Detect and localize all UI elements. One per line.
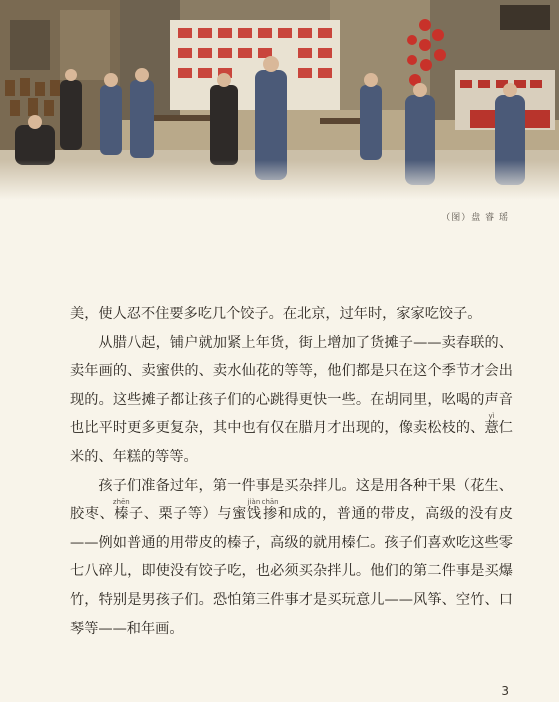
paragraph-1: 美，使人忍不住要多吃几个饺子。在北京，过年时，家家吃饺子。	[70, 306, 482, 322]
paragraph-3-part-c: 和成的，普通的带皮，高级的没有皮——例如普通的用带皮的榛子，高级的就用榛仁。孩子们喜欢吃这些零七八碎儿，即使没有饺子吃，也必须买杂拌儿。他们的第二件事是买爆竹，特别是男孩子们。恐怕第三件事才是买玩意儿——风筝、空竹、口琴等——和年画。	[70, 506, 513, 637]
pinyin-zhen: 榛zhēn	[112, 498, 130, 523]
pinyin-yi: 薏yì	[484, 412, 499, 437]
paragraph-2-text: 从腊八起，铺户就加紧上年货，街上增加了货摊子——卖春联的、卖年画的、卖蜜供的、卖水仙花的等等，他们都是只在这个季节才会出现的。这些摊子都让孩子们的心跳得更快一些。在胡同里，吆喝的声音也比平时更多更复杂，其中也有仅在腊月才出现的，像卖松枝的、	[70, 334, 513, 437]
image-caption: （图）盘 睿 瑶	[441, 213, 509, 223]
paragraph-2	[70, 329, 513, 472]
body-text	[70, 300, 513, 643]
paragraph-3-part-b: 子、栗子等）与蜜	[128, 506, 247, 523]
pinyin-jian: 饯jiàn	[246, 498, 262, 523]
paragraph-3	[70, 472, 513, 644]
paragraph-3-part-a: 孩子们准备过年，第一件事是买杂拌儿。这是用各种干果（花生、胶枣、	[70, 477, 513, 523]
street-market-illustration	[0, 0, 559, 200]
page-number: 3	[501, 684, 509, 698]
illustration-fade	[0, 160, 559, 200]
pinyin-chan: 掺chān	[261, 498, 279, 523]
paragraph-2-end: 仁米的、年糕的等等。	[70, 420, 513, 465]
